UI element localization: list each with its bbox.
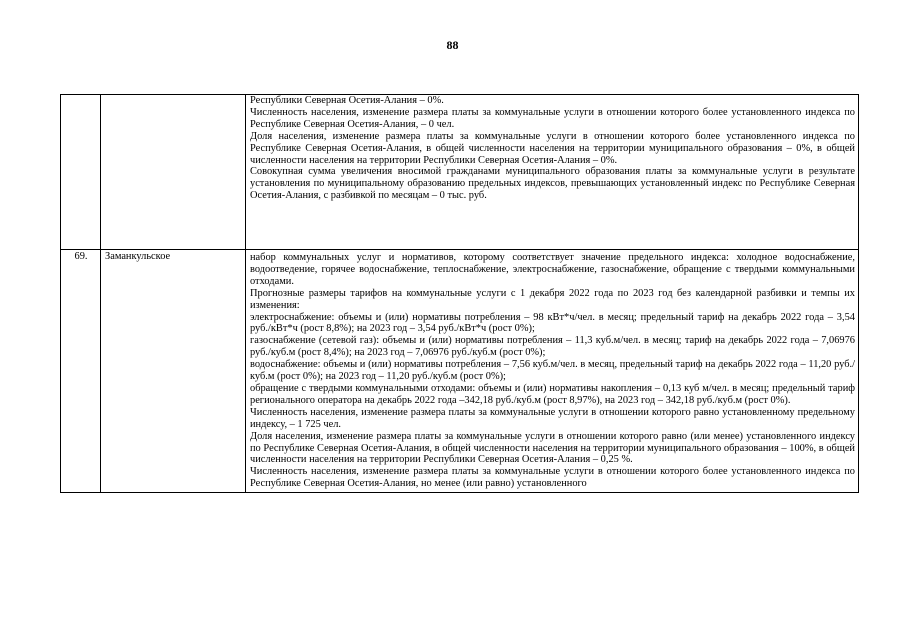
paragraph: Совокупная сумма увеличения вносимой гражданами муниципального образования платы за коммунальные услуги в результате установления по муниципальному образованию предельных индексов, превышающих установленный индекс по Республике Северная Осетия-Алания, с разбивкой по месяцам – 0 тыс. руб. [250, 166, 855, 202]
paragraph: обращение с твердыми коммунальными отходами: объемы и (или) нормативы накопления – 0,13 куб м/чел. в месяц; предельный тариф регионального оператора на декабрь 2022 года –342,18 руб./куб.м (рост 8,97%), на 2023 год – 342,18 руб./куб.м (рост 0%). [250, 382, 855, 406]
municipality-name-cell: Заманкульское [101, 250, 246, 493]
document-table [60, 94, 859, 493]
table-row [61, 95, 859, 250]
paragraph: Доля населения, изменение размера платы за коммунальные услуги в отношении которого более установленного индекса по Республике Северная Осетия-Алания, в общей численности населения на территории муниципального образования – 0%, в общей численности населения на территории Республики Северная Осетия-Алания – 0%. [250, 130, 855, 166]
table-row [61, 250, 859, 493]
row-number-cell [61, 95, 101, 250]
paragraph: электроснабжение: объемы и (или) нормативы потребления – 98 кВт*ч/чел. в месяц; предельный тариф на декабрь 2022 года – 3,54 руб./кВт*ч (рост 8,8%); на 2023 год – 3,54 руб./кВт*ч (рост 0%); [250, 311, 855, 335]
paragraph: Численность населения, изменение размера платы за коммунальные услуги в отношении которого более установленного индекса по Республике Северная Осетия-Алания, но менее (или равно) установленного [250, 466, 855, 490]
description-cell [246, 250, 859, 493]
page-number: 88 [446, 38, 459, 52]
paragraph: газоснабжение (сетевой газ): объемы и (или) нормативы потребления – 11,3 куб.м/чел. в месяц; тариф на декабрь 2022 года – 7,06976 руб./куб.м (рост 8,4%); на 2023 год – 7,06976 руб./куб.м (рост 0%); [250, 335, 855, 359]
row-number-cell: 69. [61, 250, 101, 493]
paragraph: набор коммунальных услуг и нормативов, которому соответствует значение предельного индекса: холодное водоснабжение, водоотведение, горячее водоснабжение, теплоснабжение, электроснабжение, газоснабжение, обращение с твердыми коммунальными отходами. [250, 252, 855, 287]
paragraph: Республики Северная Осетия-Алания – 0%. [250, 95, 444, 106]
paragraph: Прогнозные размеры тарифов на коммунальные услуги с 1 декабря 2022 года по 2023 год без календарной разбивки и темпы их изменения: [250, 287, 855, 311]
paragraph: Численность населения, изменение размера платы за коммунальные услуги в отношении которого равно установленному предельному индексу, – 1 725 чел. [250, 406, 855, 430]
paragraph: водоснабжение: объемы и (или) нормативы потребления – 7,56 куб.м/чел. в месяц, предельный тариф на декабрь 2022 года – 11,20 руб./куб.м (рост 0%); на 2023 год – 11,20 руб./куб.м (рост 0%); [250, 359, 855, 383]
description-cell [246, 95, 859, 250]
municipality-name-cell [101, 95, 246, 250]
paragraph: Численность населения, изменение размера платы за коммунальные услуги в отношении которого более установленного индекса по Республике Северная Осетия-Алания, – 0 чел. [250, 106, 855, 130]
paragraph: Доля населения, изменение размера платы за коммунальные услуги в отношении которого равно (или менее) установленного индексу по Республике Северная Осетия-Алания, в общей численности населения на территории муниципального образования – 100%, в общей численности населения на территории Республики Северная Осетия-Алания – 0,25 %. [250, 430, 855, 466]
